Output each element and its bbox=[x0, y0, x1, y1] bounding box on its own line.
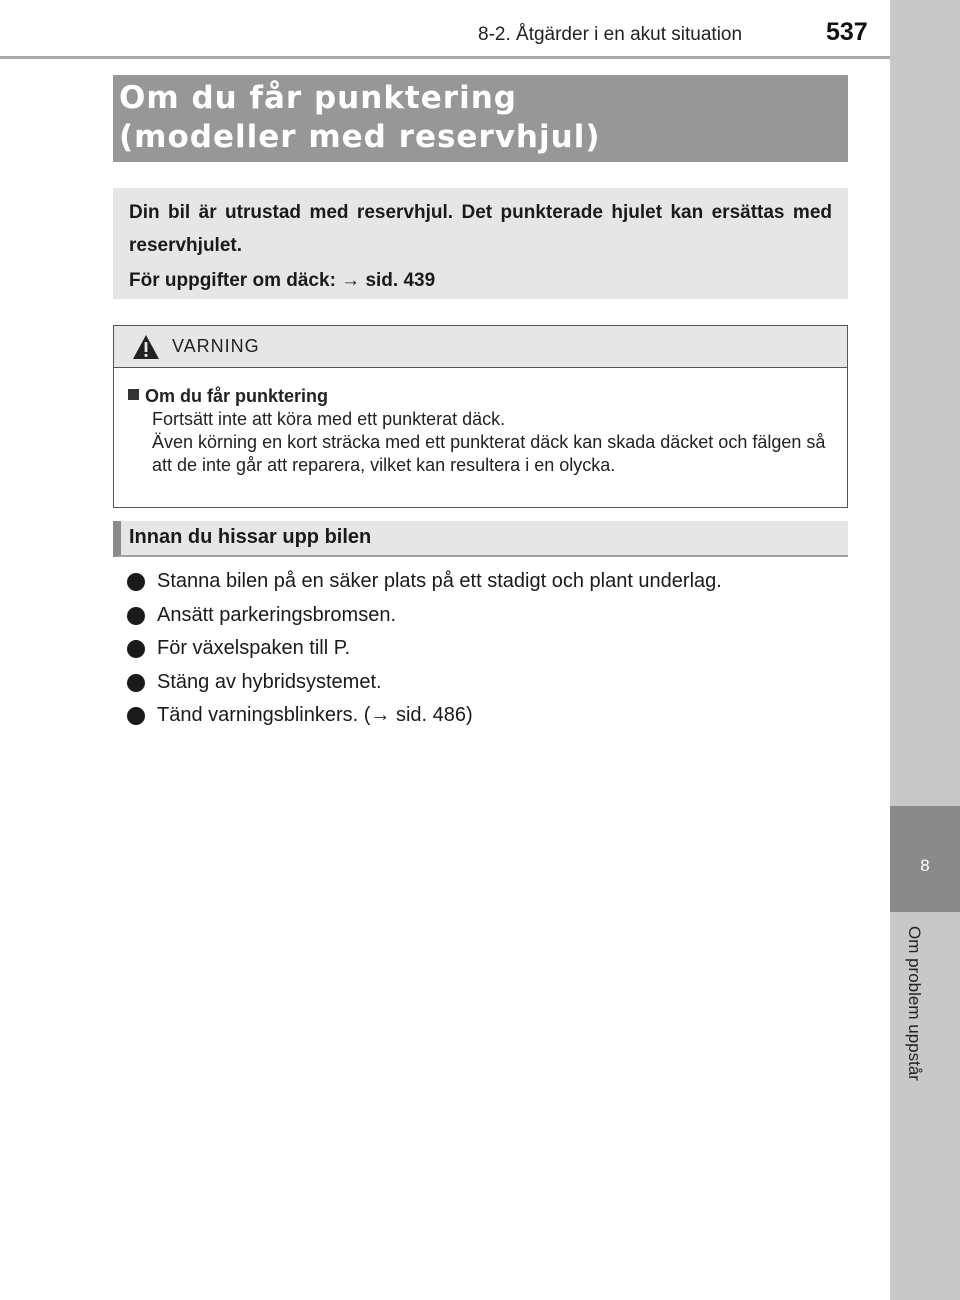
bullet-icon bbox=[127, 707, 145, 725]
square-icon bbox=[128, 389, 139, 400]
header-divider bbox=[0, 56, 890, 59]
list-item bbox=[127, 666, 847, 700]
intro-reference: För uppgifter om däck: → sid. 439 bbox=[129, 270, 436, 291]
header-section-title: 8-2. Åtgärder i en akut situation bbox=[478, 24, 743, 45]
intro-text: Din bil är utrustad med reservhjul. Det punkterade hjulet kan ersättas med reservhjulet. bbox=[129, 202, 832, 256]
warning-label: VARNING bbox=[172, 336, 260, 356]
warning-body bbox=[114, 368, 847, 477]
list-item-text: För växelspaken till P. bbox=[157, 637, 351, 659]
title-line-2: (modeller med reservhjul) bbox=[119, 119, 601, 155]
warning-subtitle: Om du får punktering bbox=[145, 386, 329, 406]
list-item bbox=[127, 565, 847, 599]
list-item bbox=[127, 599, 847, 633]
page-title bbox=[119, 79, 601, 157]
page-number: 537 bbox=[826, 18, 868, 46]
warning-box bbox=[113, 325, 848, 508]
warning-subtitle-row bbox=[128, 384, 833, 408]
bullet-icon bbox=[127, 573, 145, 591]
section-heading-bar bbox=[113, 521, 848, 557]
bullet-icon bbox=[127, 607, 145, 625]
list-item-text: Stäng av hybridsystemet. bbox=[157, 670, 382, 693]
list-item bbox=[127, 632, 847, 666]
bullet-icon bbox=[127, 640, 145, 658]
warning-line-1: Fortsätt inte att köra med ett punkterat däck. bbox=[152, 409, 506, 429]
instruction-list bbox=[127, 565, 847, 733]
warning-header bbox=[114, 326, 847, 368]
list-item-text: Ansätt parkeringsbromsen. bbox=[157, 603, 397, 626]
title-line-1: Om du får punktering bbox=[119, 80, 517, 116]
list-item-text: Stanna bilen på en säker plats på ett stadigt och plant underlag. bbox=[157, 570, 722, 592]
bullet-icon bbox=[127, 674, 145, 692]
chapter-number: 8 bbox=[920, 856, 930, 875]
list-item bbox=[127, 699, 847, 733]
warning-line-2: Även körning en kort sträcka med ett punkterat däck kan skada däcket och fälgen så att de inte går att reparera, vilket kan resultera i en olycka. bbox=[152, 432, 826, 475]
intro-box bbox=[113, 188, 848, 299]
chapter-label: Om problem uppstår bbox=[905, 926, 924, 1081]
section-heading: Innan du hissar upp bilen bbox=[129, 526, 372, 548]
title-bar bbox=[113, 75, 848, 162]
chapter-tab bbox=[890, 806, 960, 912]
warning-triangle-icon bbox=[132, 334, 160, 360]
list-item-text: Tänd varningsblinkers. (→ sid. 486) bbox=[157, 704, 473, 726]
